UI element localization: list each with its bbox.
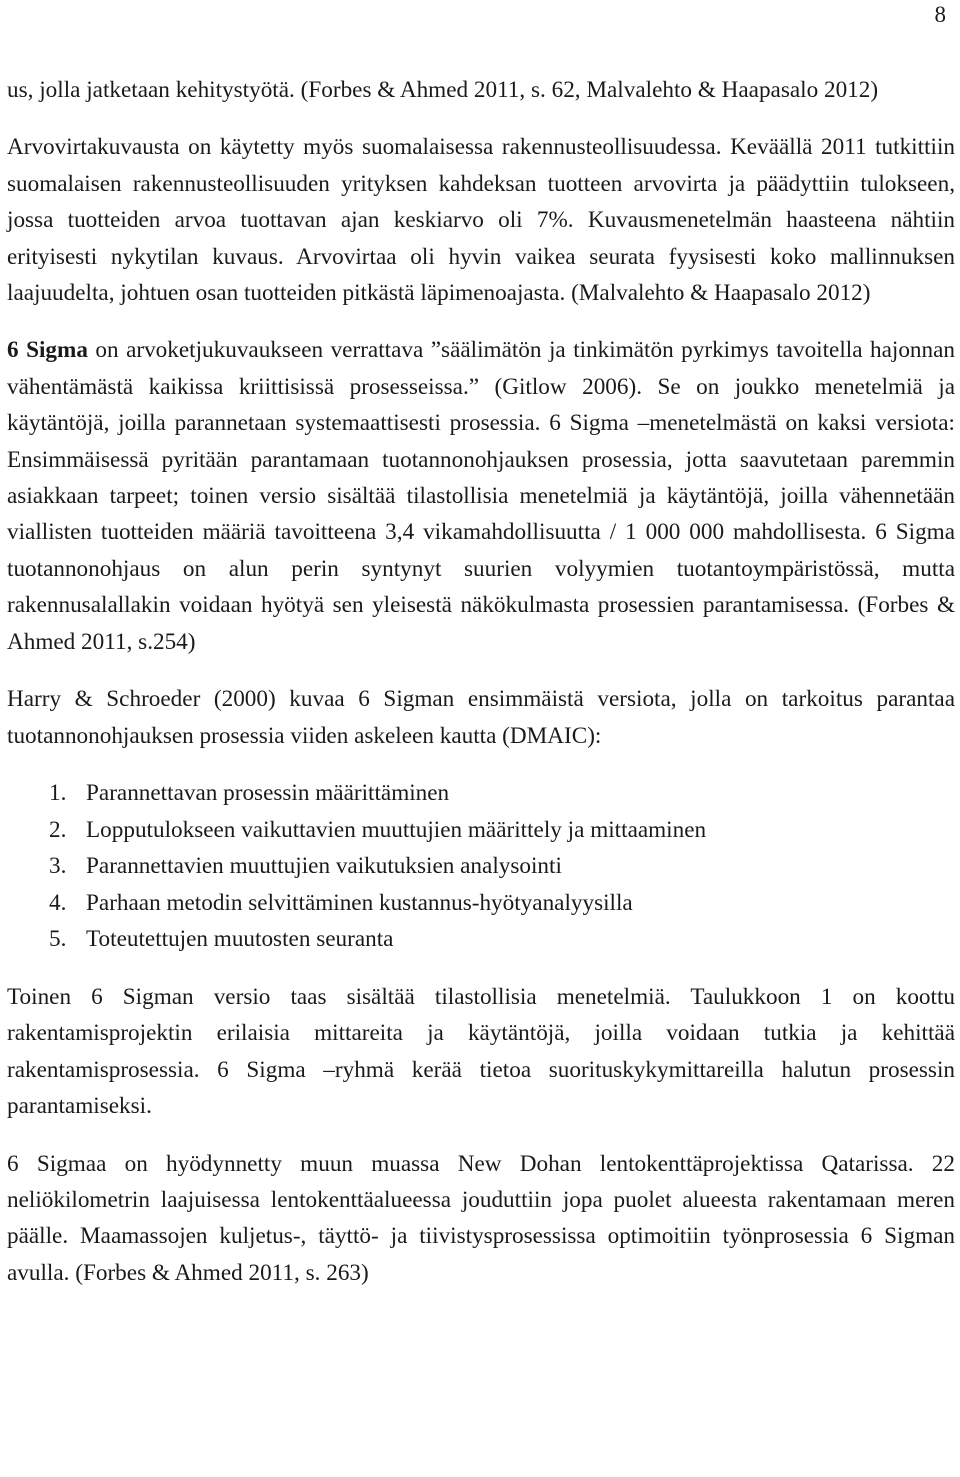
list-item-text: Toteutettujen muutosten seuranta	[86, 926, 394, 953]
list-item	[49, 775, 955, 812]
list-item-number: 3.	[49, 853, 67, 880]
list-item	[49, 921, 955, 958]
list-item-number: 2.	[49, 816, 67, 843]
six-sigma-term: 6 Sigma	[7, 337, 88, 364]
paragraph-value-stream: Arvovirtakuvausta on käytetty myös suomalaisessa rakennusteollisuudessa. Keväällä 2011 tutkittiin suomalaisen rakennusteollisuuden yrityksen kahdeksan tuotteen arvovirta ja päädyttiin tulokseen, jossa tuotteiden arvoa tuottavan ajan keskiarvo oli 7%. Kuvausmenetelmän haasteena nähtiin erityisesti nykytilan kuvaus. Arvovirtaa oli hyvin vaikea seurata fyysisesti koko mallinnuksen laajuudelta, johtuen osan tuotteiden pitkästä läpimenoajasta. (Malvalehto & Haapasalo 2012)	[7, 134, 955, 307]
list-item	[49, 812, 955, 849]
paragraph-six-sigma	[7, 332, 955, 660]
list-item-text: Parannettavan prosessin määrittäminen	[86, 779, 450, 806]
paragraph-dmaic-intro: Harry & Schroeder (2000) kuvaa 6 Sigman ensimmäistä versiota, jolla on tarkoitus parantaa tuotannonohjauksen prosessia viiden askeleen kautta (DMAIC):	[7, 686, 955, 749]
list-item-number: 5.	[49, 926, 67, 953]
list-item-text: Lopputulokseen vaikuttavien muuttujien määrittely ja mittaaminen	[86, 816, 707, 843]
paragraph-second-version: Toinen 6 Sigman versio taas sisältää tilastollisia menetelmiä. Taulukkoon 1 on koottu rakentamisprojektin erilaisia mittareita ja käytäntöjä, joilla voidaan tutkia ja kehittää rakentamisprosessia. 6 Sigma –ryhmä kerää tietoa suorituskykymittareilla halutun prosessin parantamiseksi.	[7, 983, 955, 1120]
dmaic-steps-list	[7, 775, 955, 958]
six-sigma-description: on arvoketjukuvaukseen verrattava ”säälimätön ja tinkimätön pyrkimys tavoitella hajonnan vähentämästä kaikissa kriittisissä prosesseissa.” (Gitlow 2006). Se on joukko menetelmiä ja käytäntöjä, joilla parannetaan systemaattisesti prosessia. 6 Sigma –menetelmästä on kaksi versiota: Ensimmäisessä pyritään parantamaan tuotannonohjauksen prosessia, jotta saavutetaan paremmin asiakkaan tarpeet; toinen versio sisältää tilastollisia menetelmiä ja käytäntöjä, joilla vähennetään viallisten tuotteiden määriä tavoitteena 3,4 vikamahdollisuutta / 1 000 000 mahdollisesta. 6 Sigma tuotannonohjaus on alun perin syntynyt suurien volyymien tuotantoympäristössä, mutta rakennusalallakin voidaan hyötyä sen yleisestä näkökulmasta prosessien parantamisessa. (Forbes & Ahmed 2011, s.254)	[7, 337, 955, 655]
list-item-text: Parhaan metodin selvittäminen kustannus-hyötyanalyysilla	[86, 889, 633, 916]
page-number: 8	[934, 2, 946, 27]
paragraph-forbes-citation: us, jolla jatketaan kehitystyötä. (Forbes & Ahmed 2011, s. 62, Malvalehto & Haapasalo 2012)	[7, 77, 879, 103]
list-item-number: 1.	[49, 779, 67, 806]
list-item	[49, 848, 955, 885]
list-item-text: Parannettavien muuttujien vaikutuksien analysointi	[86, 853, 562, 880]
list-item-number: 4.	[49, 889, 67, 916]
paragraph-doha-airport: 6 Sigmaa on hyödynnetty muun muassa New Dohan lentokenttäprojektissa Qatarissa. 22 neliökilometrin laajuisessa lentokenttäalueessa jouduttiin jopa puolet alueesta rakentamaan meren päälle. Maamassojen kuljetus-, täyttö- ja tiivistysprosessissa optimoitiin työnprosessia 6 Sigman avulla. (Forbes & Ahmed 2011, s. 263)	[7, 1150, 955, 1286]
document-body	[7, 72, 955, 1291]
list-item	[49, 885, 955, 922]
